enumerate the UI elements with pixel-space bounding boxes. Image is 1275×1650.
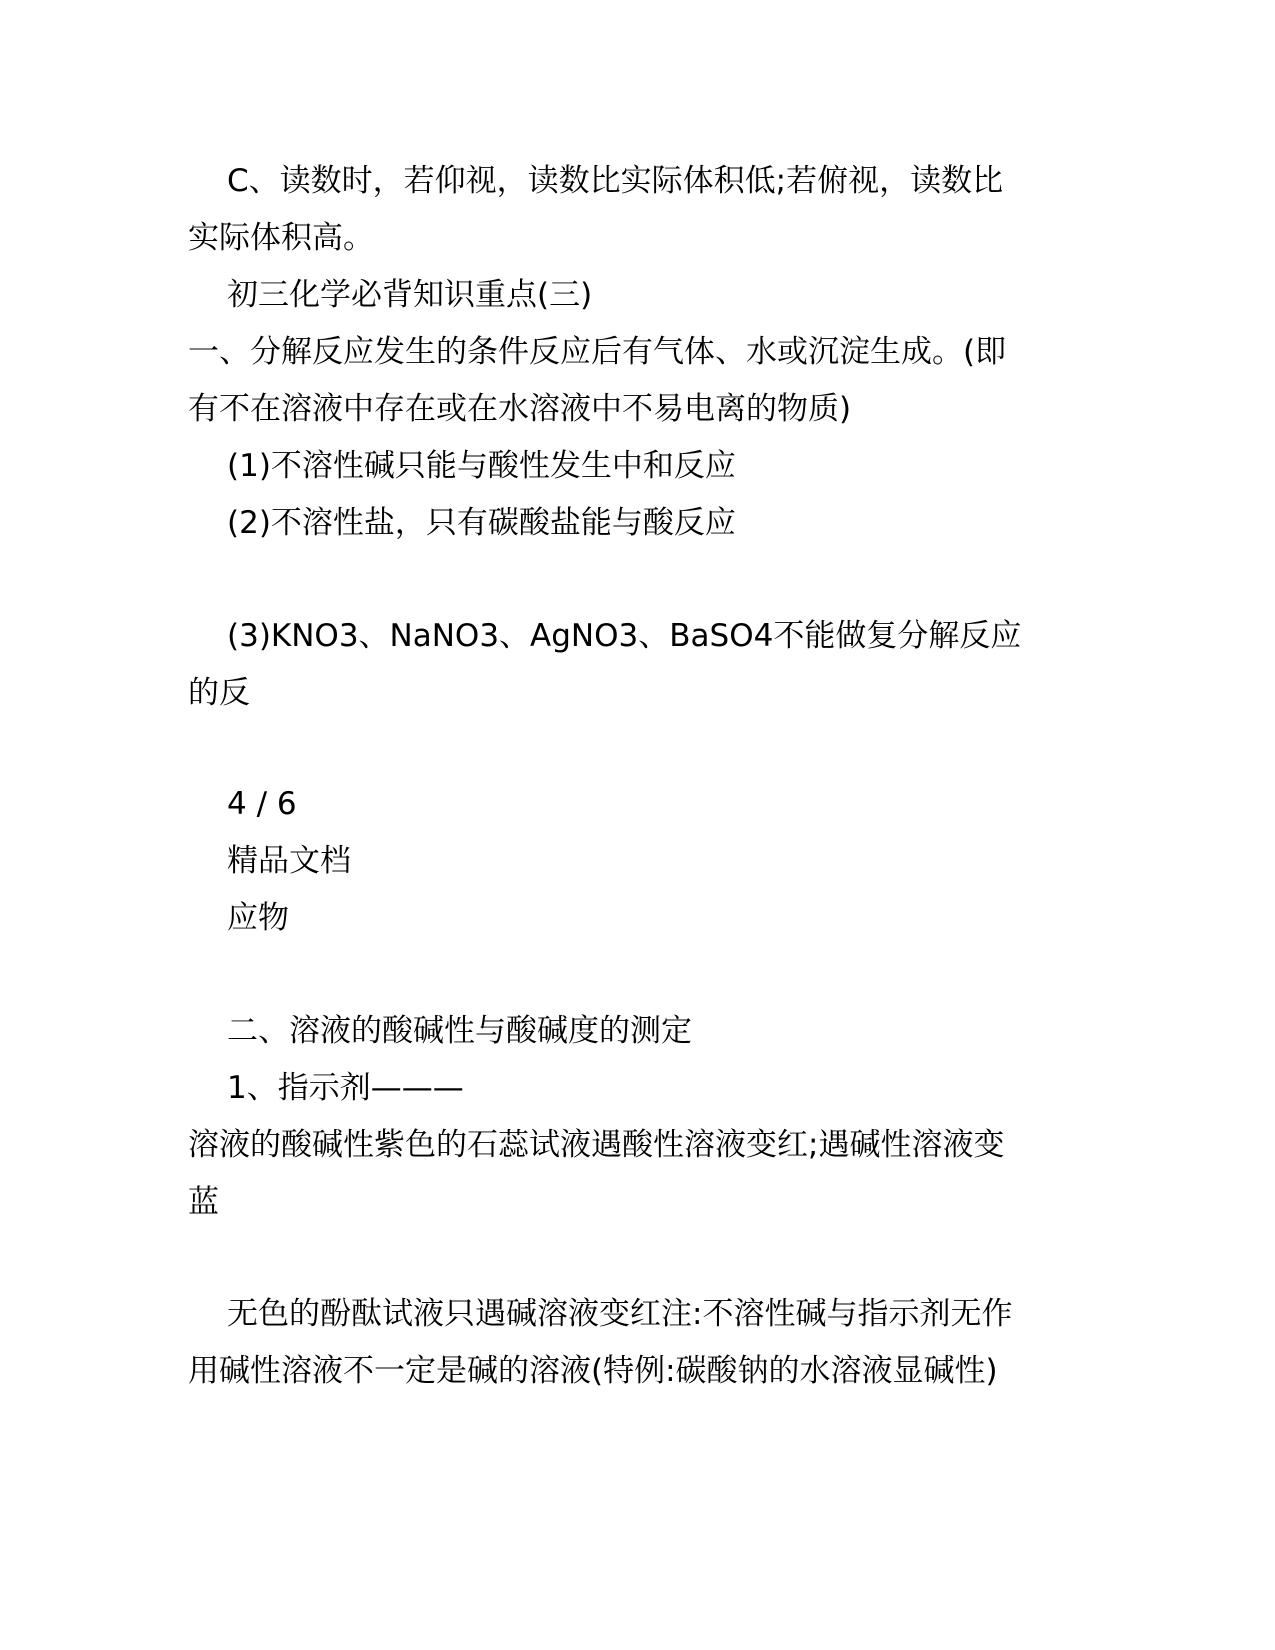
section-heading: 初三化学必背知识重点(三) bbox=[227, 277, 593, 313]
text-line: 实际体积高。 bbox=[188, 220, 374, 256]
subsection-heading: 1、指示剂——— bbox=[227, 1070, 464, 1106]
list-item: (3)KNO3、NaNO3、AgNO3、BaSO4不能做复分解反应 bbox=[227, 618, 1022, 654]
section-heading: 二、溶液的酸碱性与酸碱度的测定 bbox=[227, 1013, 692, 1049]
page-header-label: 精品文档 bbox=[227, 843, 351, 879]
text-line: C、读数时，若仰视，读数比实际体积低;若俯视，读数比 bbox=[227, 163, 1004, 199]
list-item: (2)不溶性盐，只有碳酸盐能与酸反应 bbox=[227, 505, 736, 541]
page-number: 4 / 6 bbox=[227, 786, 297, 822]
text-line: 无色的酚酞试液只遇碱溶液变红注:不溶性碱与指示剂无作 bbox=[227, 1296, 1013, 1332]
text-line: 应物 bbox=[227, 900, 289, 936]
text-line: 有不在溶液中存在或在水溶液中不易电离的物质) bbox=[188, 391, 852, 427]
text-line: 溶液的酸碱性紫色的石蕊试液遇酸性溶液变红;遇碱性溶液变 bbox=[188, 1127, 1005, 1163]
list-item: (1)不溶性碱只能与酸性发生中和反应 bbox=[227, 448, 736, 484]
text-line: 的反 bbox=[188, 675, 250, 711]
text-line: 蓝 bbox=[188, 1184, 219, 1220]
text-line: 一、分解反应发生的条件反应后有气体、水或沉淀生成。(即 bbox=[188, 334, 1007, 370]
text-line: 用碱性溶液不一定是碱的溶液(特例:碳酸钠的水溶液显碱性) bbox=[188, 1353, 998, 1389]
